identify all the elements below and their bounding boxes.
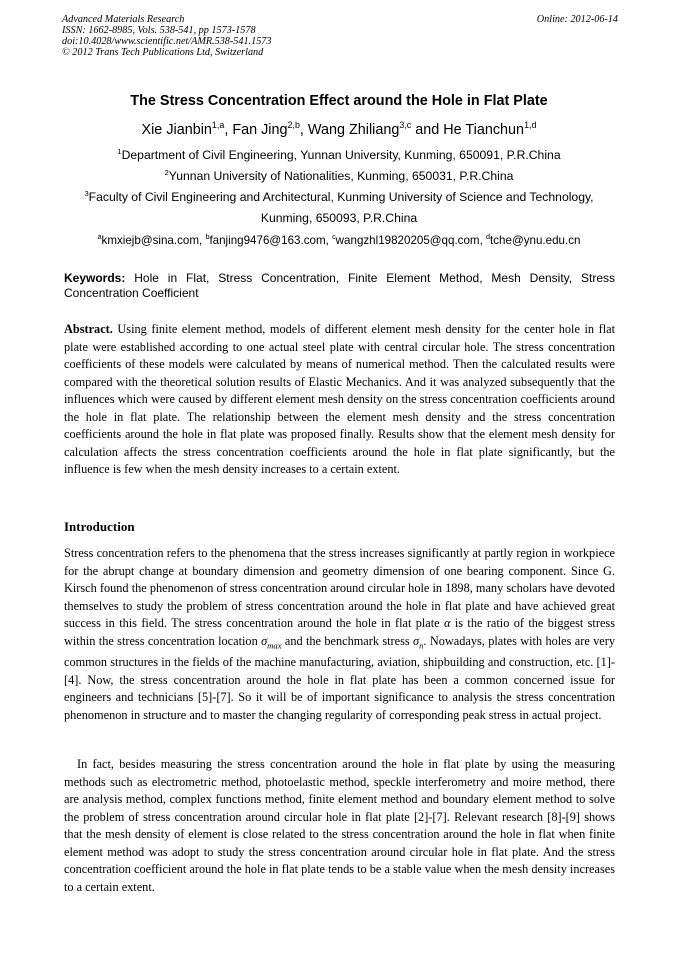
online-date: Online: 2012-06-14	[536, 14, 618, 25]
sigma-n-symbol	[413, 634, 423, 648]
affiliation	[0, 148, 678, 162]
author-sup: 1,d	[524, 120, 537, 131]
sigma-symbol: σ	[261, 633, 268, 648]
sigma-symbol: σ	[413, 633, 420, 648]
abstract	[64, 321, 615, 479]
author-sup: 3,c	[399, 120, 412, 131]
abstract-text: Using finite element method, models of different element mesh density for the center hole in flat plate were established according to one actual steel plate with central circular hole. The stress concentration coefficients of these models were calculated by means of numerical method. Then the calculated results were compared with the theoretical solution results of Elastic Mechanics. And it was analyzed subsequently that the influences which were caused by different element mesh density on the stress concentration coefficients around the hole in flat plate. The relationship between the element mesh density and the stress concentration coefficients around the hole in flat plate was proposed finally. Results show that the element mesh density for calculation affects the stress concentration coefficients around the hole in flat plate significantly, but the influence is few when the mesh density increases to a certain extent.	[64, 322, 615, 476]
affiliation-text: Department of Civil Engineering, Yunnan University, Kunming, 650091, P.R.China	[121, 148, 561, 162]
sigma-max-symbol	[261, 634, 281, 648]
author-sep: ,	[224, 122, 233, 138]
email-address: kmxiejb@sina.com,	[101, 234, 206, 247]
abstract-label: Abstract.	[64, 322, 113, 336]
email-address: wangzhl19820205@qq.com,	[335, 234, 487, 247]
author-name: Fan Jing	[232, 122, 288, 138]
journal-copyright: © 2012 Trans Tech Publications Ltd, Switzerland	[62, 47, 264, 58]
email-sup: d	[486, 232, 491, 242]
section-heading-introduction: Introduction	[64, 519, 135, 534]
intro-text: is the ratio of the biggest stress within the stress concentration location	[64, 616, 615, 648]
journal-name: Advanced Materials Research	[62, 14, 185, 25]
journal-header	[62, 14, 618, 58]
affiliation-sup: 2	[164, 167, 169, 177]
intro-text: . Nowadays, plates with holes are very common structures in the fields of the machine manufacturing, aviation, shipbuilding and construction, etc. [1]-[4]. Now, the stress concentration around the hole in flat plate has been a common concerned issue for engineers and technicians [5]-[7]. So it will be of important significance to analysis the stress concentration phenomenon in structure and to master the changing regularity of corresponding peak stress in actual project.	[64, 633, 615, 722]
keywords-label: Keywords:	[64, 271, 126, 285]
author-sep: and	[411, 122, 444, 138]
journal-issn: ISSN: 1662-8985, Vols. 538-541, pp 1573-1578	[62, 25, 256, 36]
email-list	[0, 234, 678, 247]
intro-text: Stress concentration refers to the phenomena that the stress increases significantly at partly region in workpiece for the abrupt change at boundary dimension and geometry dimension of one bearing component. Since G. Kirsch found the phenomenon of stress concentration around circular hole in 1898, many scholars have devoted themselves to study the problem of stress concentration around the hole in flat plate and have achieved great success in this field. The stress concentration around the hole in flat plate	[64, 546, 615, 630]
affiliation	[0, 190, 678, 204]
introduction-paragraph: In fact, besides measuring the stress concentration around the hole in flat plate by using the measuring methods such as electrometric method, photoelastic method, speckle interferometry and moire method, there are analysis method, complex functions method, finite element method and boundary element method to solve the problem of stress concentration around circular hole in flat plate [2]-[7]. Relevant research [8]-[9] shows that the mesh density of element is close related to the stress concentration around the hole in flat when finite element method was adopt to study the stress concentration around circular hole in flat plate. And the stress concentration coefficient around the hole in flat plate tends to be a stable value when the mesh density increases to a certain extent.	[64, 757, 615, 894]
affiliation	[0, 211, 678, 225]
paper-title: The Stress Concentration Effect around the Hole in Flat Plate	[130, 93, 548, 109]
sigma-subscript: max	[267, 639, 282, 650]
affiliation-text: Faculty of Civil Engineering and Architectural, Kunming University of Science and Technology,	[88, 190, 594, 204]
affiliation	[0, 169, 678, 183]
author-sep: ,	[299, 122, 308, 138]
affiliation-text: Kunming, 650093, P.R.China	[260, 211, 418, 225]
author-name: Wang Zhiliang	[307, 122, 400, 138]
alpha-symbol: α	[444, 616, 451, 630]
keywords-text: Hole in Flat, Stress Concentration, Finite Element Method, Mesh Density, Stress Concentration Coefficient	[64, 271, 615, 300]
author-name: Xie Jianbin	[141, 122, 212, 138]
author-list	[0, 122, 678, 138]
sigma-subscript: n	[419, 639, 424, 650]
email-sup: c	[332, 232, 336, 242]
author-name: He Tianchun	[443, 122, 525, 138]
email-sup: a	[97, 232, 102, 242]
author-sup: 1,a	[211, 120, 225, 131]
intro-text: and the benchmark stress	[281, 633, 414, 648]
affiliation-text: Yunnan University of Nationalities, Kunming, 650031, P.R.China	[168, 169, 514, 183]
email-sup: b	[205, 232, 210, 242]
introduction-paragraph	[64, 545, 615, 724]
journal-doi: doi:10.4028/www.scientific.net/AMR.538-541.1573	[62, 36, 272, 47]
email-address: fanjing9476@163.com,	[209, 234, 333, 247]
email-address: tche@ynu.edu.cn	[490, 234, 581, 247]
keywords	[64, 271, 615, 301]
affiliation-sup: 3	[84, 188, 89, 198]
affiliation-sup: 1	[117, 146, 122, 156]
author-sup: 2,b	[287, 120, 300, 131]
